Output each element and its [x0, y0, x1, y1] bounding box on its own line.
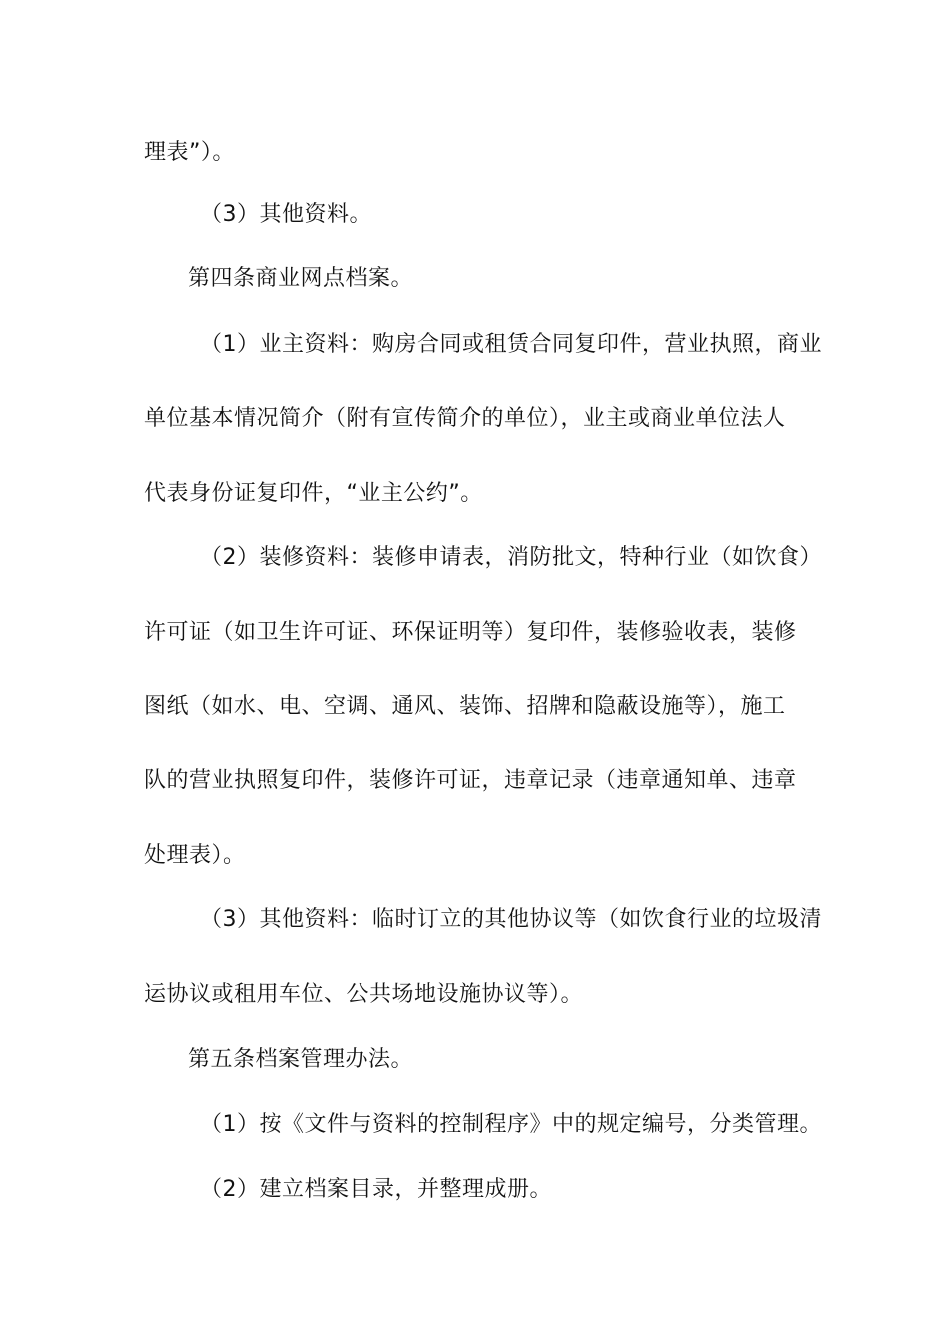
paragraph-line: 单位基本情况简介（附有宣传简介的单位），业主或商业单位法人	[144, 406, 786, 431]
list-item-numbering: （1）按《文件与资料的控制程序》中的规定编号，分类管理。	[200, 1112, 822, 1137]
paragraph-line: 处理表）。	[144, 843, 246, 868]
paragraph-line: 队的营业执照复印件，装修许可证，违章记录（违章通知单、违章	[144, 768, 797, 793]
list-item-owner-materials: （1）业主资料：购房合同或租赁合同复印件，营业执照，商业	[200, 332, 822, 357]
list-item-other-materials: （3）其他资料：临时订立的其他协议等（如饮食行业的垃圾清	[200, 907, 822, 932]
article-heading-4: 第四条商业网点档案。	[188, 266, 414, 291]
paragraph-line: 代表身份证复印件，“业主公约”。	[144, 481, 483, 506]
article-heading-5: 第五条档案管理办法。	[188, 1047, 414, 1072]
paragraph-line: 运协议或租用车位、公共场地设施协议等）。	[144, 982, 584, 1007]
list-item-catalog: （2）建立档案目录，并整理成册。	[200, 1177, 552, 1202]
paragraph-line: 许可证（如卫生许可证、环保证明等）复印件，装修验收表，装修	[144, 620, 797, 645]
list-item-renovation-materials: （2）装修资料：装修申请表，消防批文，特种行业（如饮食）	[200, 545, 822, 570]
paragraph-line: 理表”）。	[144, 140, 235, 165]
paragraph-line: 图纸（如水、电、空调、通风、装饰、招牌和隐蔽设施等），施工	[144, 694, 786, 719]
list-item-other-materials: （3）其他资料。	[200, 202, 372, 227]
